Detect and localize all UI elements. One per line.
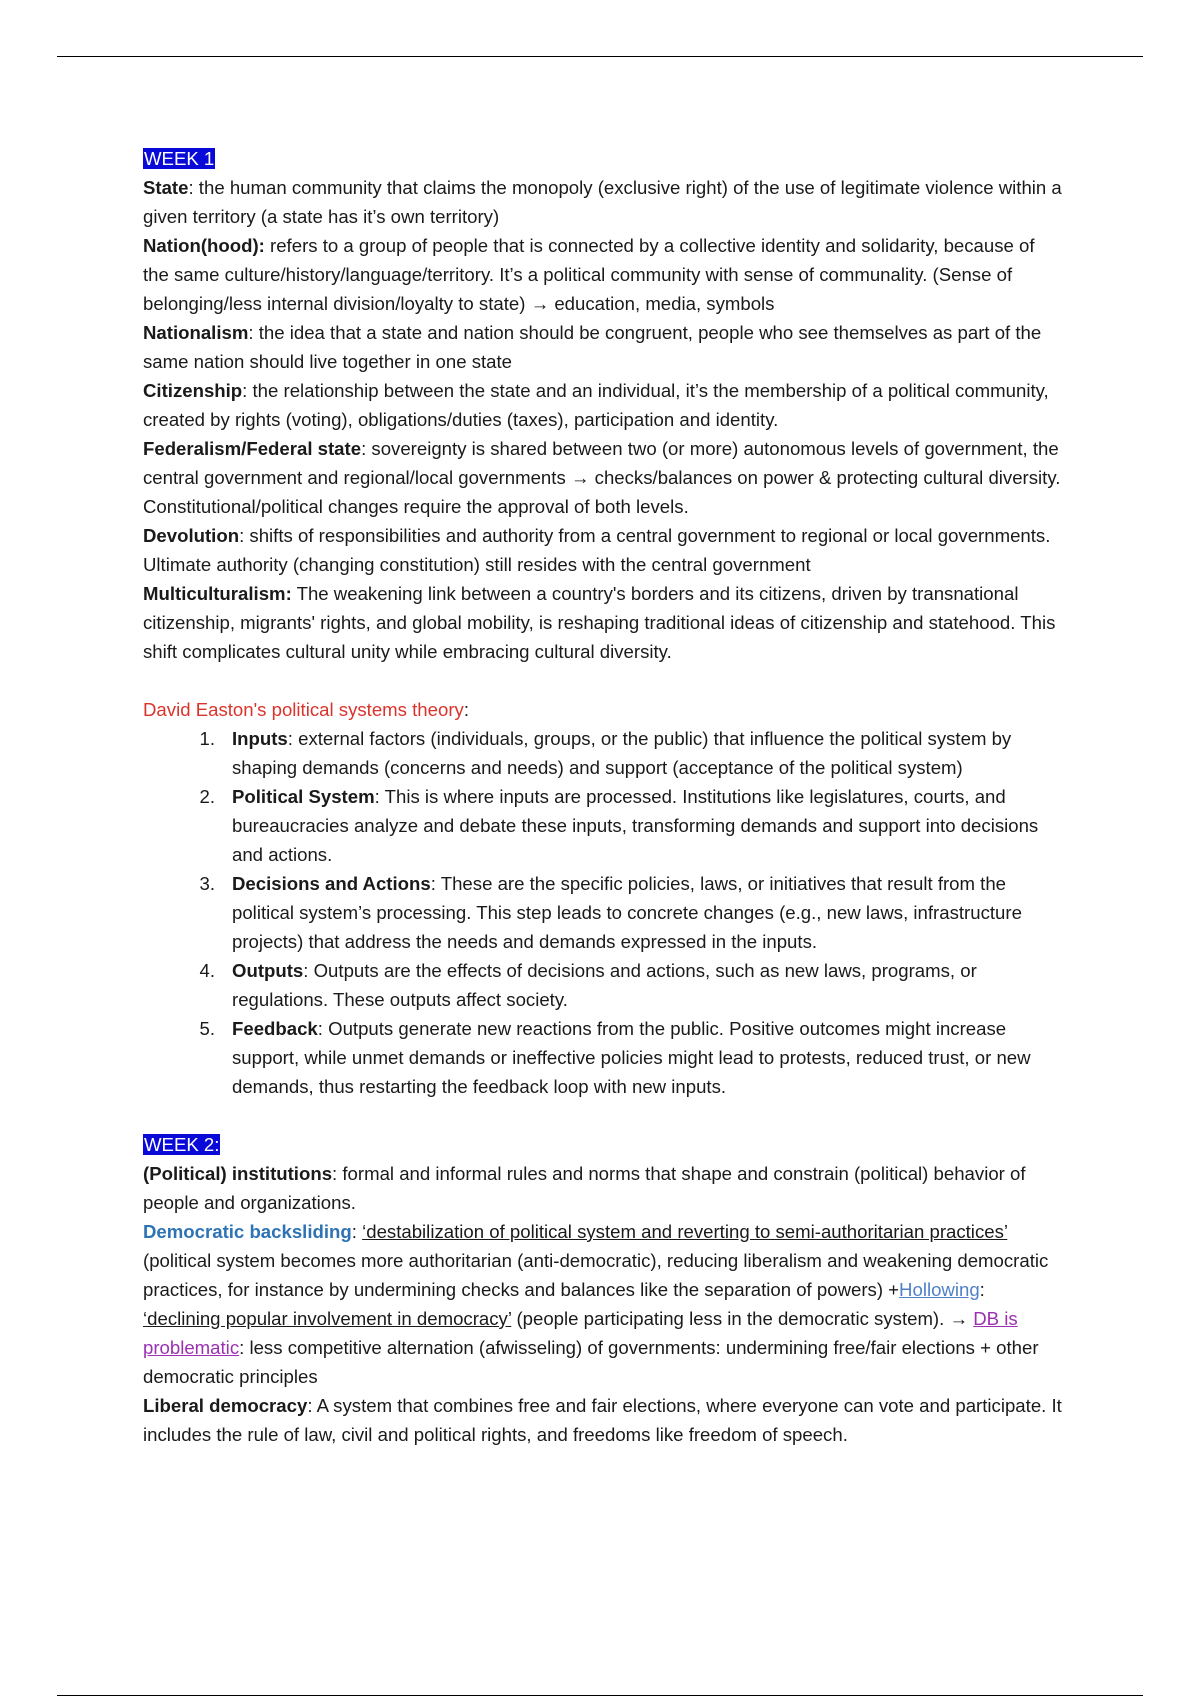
- definition-nationhood: [143, 231, 1063, 318]
- definition-citizenship: Citizenship: the relationship between the state and an individual, it’s the membership of a political community, created by rights (voting), obligations/duties (taxes), participation and identity.: [143, 380, 1049, 430]
- definition-text: sovereignty is shared between two (or more) autonomous levels of government, the central government and regional/local governments → checks/balances on power & protecting cultural diversity. Constitutional/political changes require the approval of both levels.: [143, 438, 1061, 517]
- definition-text: shifts of responsibilities and authority from a central government to regional or local governments. Ultimate authority (changing constitution) still resides with the central government: [143, 525, 1051, 575]
- list-item: 3. Decisions and Actions: These are the specific policies, laws, or initiatives that result from the political system’s processing. This step leads to concrete changes (e.g., new laws, infrastructure projects) that address the needs and demands expressed in the inputs.: [199, 873, 1022, 952]
- week2-label: WEEK 2:: [144, 1134, 220, 1155]
- definition-text: refers to a group of people that is connected by a collective identity and solidarity, because of the same culture/history/language/territory. It’s a political community with sense of communality. (Sense of belonging/less internal division/loyalty to state) → education, media, symbols: [143, 235, 1035, 314]
- term: Nation(hood):: [143, 235, 265, 256]
- document-body: [143, 144, 1063, 1449]
- list-item: 1. Inputs: external factors (individuals, groups, or the public) that influence the political system by shaping demands (concerns and needs) and support (acceptance of the political system): [199, 728, 1012, 778]
- term: Citizenship: [143, 380, 243, 401]
- spacer: [143, 666, 1063, 695]
- easton-heading: David Easton's political systems theory:: [143, 699, 469, 720]
- definition-text: the relationship between the state and an individual, it’s the membership of a political community, created by rights (voting), obligations/duties (taxes), participation and identity.: [143, 380, 1049, 430]
- week1-label: WEEK 1: [144, 148, 215, 169]
- definition-institutions: (Political) institutions: formal and informal rules and norms that shape and constrain (political) behavior of people and organizations.: [143, 1163, 1026, 1213]
- definition-state: State: the human community that claims the monopoly (exclusive right) of the use of legitimate violence within a given territory (a state has it’s own territory): [143, 177, 1062, 227]
- definition-devolution: Devolution: shifts of responsibilities and authority from a central government to regional or local governments. Ultimate authority (changing constitution) still resides with the central government: [143, 525, 1051, 575]
- definition-democratic-backsliding: Democratic backsliding: ‘destabilization of political system and reverting to semi-authoritarian practices’ (political system becomes more authoritarian (anti-democratic), reducing liberalism and weakening democratic practices, for instance by undermining checks and balances like the separation of powers) +Hollowing: ‘declining popular involvement in democracy’ (people participating less in the democratic system). → DB is problematic: less competitive alternation (afwisseling) of governments: undermining free/fair elections + other democratic principles: [143, 1221, 1049, 1387]
- week1-heading: [143, 144, 1063, 173]
- definition-nationalism: Nationalism: the idea that a state and nation should be congruent, people who see themselves as part of the same nation should live together in one state: [143, 322, 1042, 372]
- definition-text: the idea that a state and nation should be congruent, people who see themselves as part of the same nation should live together in one state: [143, 322, 1042, 372]
- week2-heading: [143, 1130, 1063, 1159]
- term: Federalism/Federal state: [143, 438, 362, 459]
- db-problematic-link[interactable]: DB is problematic: [143, 1308, 1018, 1358]
- term: Devolution: [143, 525, 240, 546]
- list-item: 4. Outputs: Outputs are the effects of decisions and actions, such as new laws, programs, or regulations. These outputs affect society.: [199, 960, 977, 1010]
- definition-federalism: Federalism/Federal state: sovereignty is shared between two (or more) autonomous levels of government, the central government and regional/local governments → checks/balances on power & protecting cultural diversity. Constitutional/political changes require the approval of both levels.: [143, 438, 1061, 517]
- definition-text: The weakening link between a country's borders and its citizens, driven by transnational citizenship, migrants' rights, and global mobility, is reshaping traditional ideas of citizenship and statehood. This shift complicates cultural unity while embracing cultural diversity.: [143, 583, 1056, 662]
- list-item: 2. Political System: This is where inputs are processed. Institutions like legislatures, courts, and bureaucracies analyze and debate these inputs, transforming demands and support into decisions and actions.: [199, 786, 1039, 865]
- footer-rule: [57, 1695, 1143, 1696]
- easton-list: [143, 724, 1063, 1101]
- term: Nationalism: [143, 322, 249, 343]
- term: Multiculturalism:: [143, 583, 292, 604]
- definition-multiculturalism: [143, 579, 1063, 666]
- spacer: [143, 1101, 1063, 1130]
- definition-text: the human community that claims the monopoly (exclusive right) of the use of legitimate violence within a given territory (a state has it’s own territory): [143, 177, 1062, 227]
- hollowing-link[interactable]: Hollowing: [899, 1279, 980, 1300]
- header-rule: [57, 56, 1143, 57]
- term: State: [143, 177, 189, 198]
- list-item: 5. Feedback: Outputs generate new reactions from the public. Positive outcomes might increase support, while unmet demands or ineffective policies might lead to protests, reduced trust, or new demands, thus restarting the feedback loop with new inputs.: [199, 1018, 1031, 1097]
- definition-liberal-democracy: Liberal democracy: A system that combines free and fair elections, where everyone can vote and participate. It includes the rule of law, civil and political rights, and freedoms like freedom of speech.: [143, 1395, 1062, 1445]
